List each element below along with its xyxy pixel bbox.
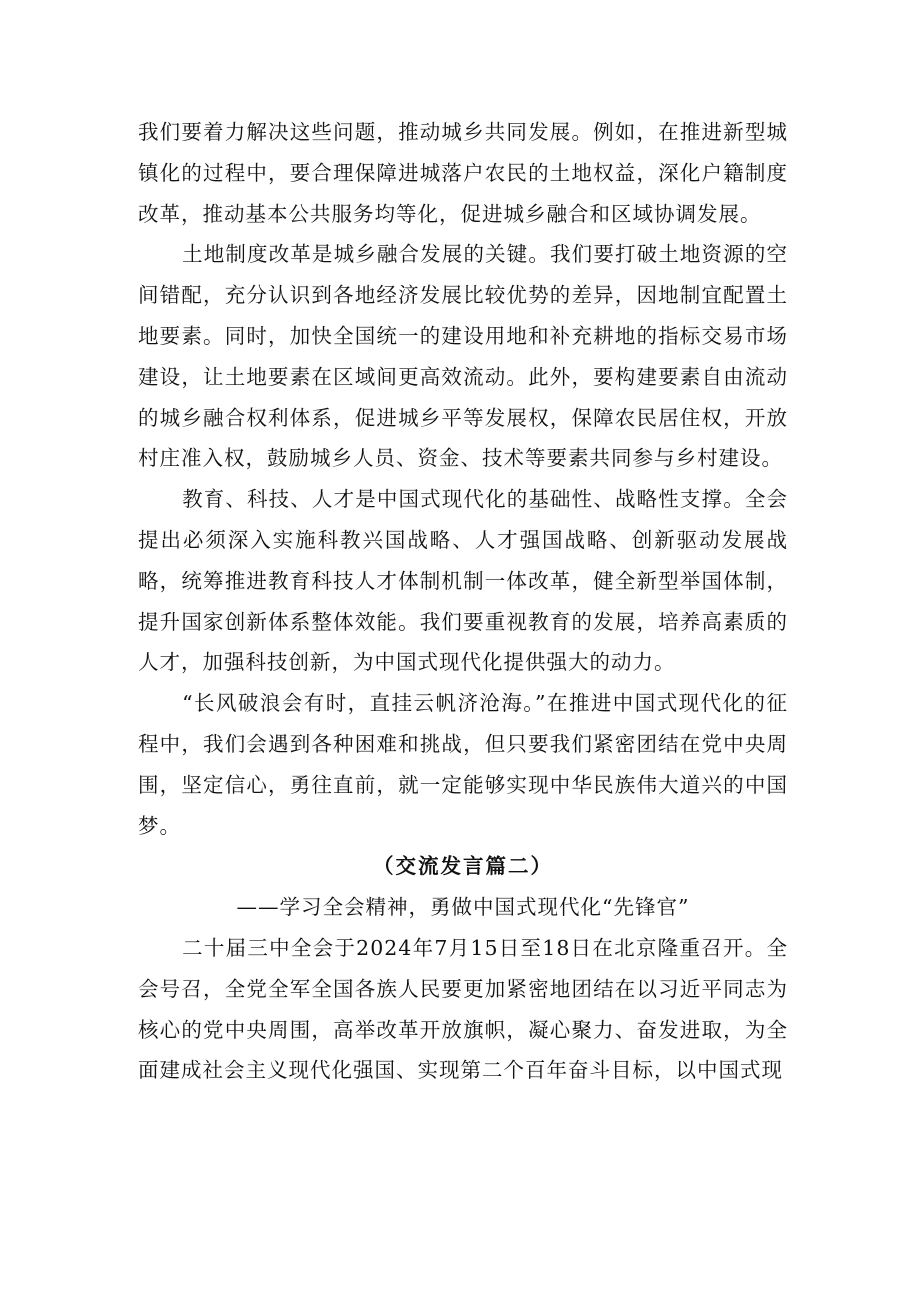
paragraph-land-reform: 土地制度改革是城乡融合发展的关键。我们要打破土地资源的空间错配，充分认识到各地经济发展比较优势的差异，因地制宜配置土地要素。同时，加快全国统一的建设用地和补充耕地的指标交易市场建设，让土地要素在区域间更高效流动。此外，要构建要素自由流动的城乡融合权利体系，促进城乡平等发展权，保障农民居住权，开放村庄准入权，鼓励城乡人员、资金、技术等要素共同参与乡村建设。 xyxy=(138,242,788,471)
paragraph-education-technology: 教育、科技、人才是中国式现代化的基础性、战略性支撑。全会提出必须深入实施科教兴国战略、人才强国战略、创新驱动发展战略，统筹推进教育科技人才体制机制一体改革，健全新型举国体制，提升国家创新体系整体效能。我们要重视教育的发展，培养高素质的人才，加强科技创新，为中国式现代化提供强大的动力。 xyxy=(138,487,788,675)
section-subtitle: ——学习全会精神，勇做中国式现代化“先锋官” xyxy=(236,895,690,920)
paragraph-continued: 我们要着力解决这些问题，推动城乡共同发展。例如，在推进新型城镇化的过程中，要合理保障进城落户农民的土地权益，深化户籍制度改革，推动基本公共服务均等化，促进城乡融合和区域协调发展。 xyxy=(138,120,788,226)
section-heading: （交流发言篇二） xyxy=(373,854,553,879)
document-body xyxy=(138,112,788,1091)
paragraph-plenum-intro: 二十届三中全会于2024年7月15日至18日在北京隆重召开。全会号召，全党全军全国各族人民要更加紧密地团结在以习近平同志为核心的党中央周围，高举改革开放旗帜，凝心聚力、奋发进取，为全面建成社会主义现代化强国、实现第二个百年奋斗目标，以中国式现 xyxy=(138,935,788,1083)
paragraph-quote-conclusion: “长风破浪会有时，直挂云帆济沧海。”在推进中国式现代化的征程中，我们会遇到各种困难和挑战，但只要我们紧密团结在党中央周围，坚定信心，勇往直前，就一定能够实现中华民族伟大道兴的中国梦。 xyxy=(138,691,788,838)
